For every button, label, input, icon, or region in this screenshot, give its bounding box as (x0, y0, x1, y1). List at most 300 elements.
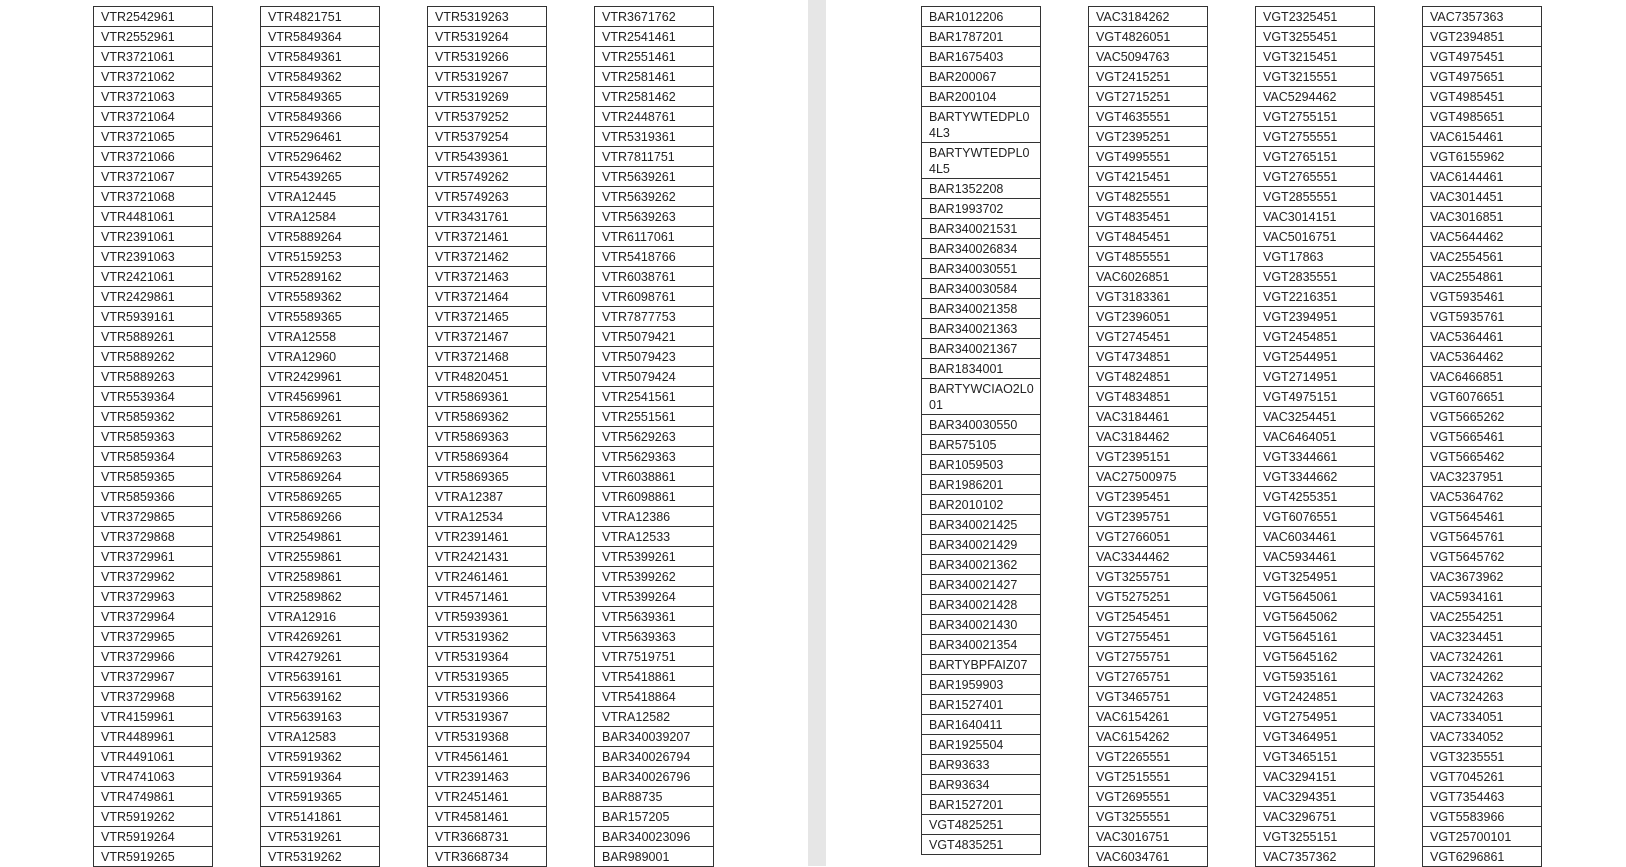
table-cell: VTR5319361 (595, 127, 713, 147)
table-cell: BAR340021428 (922, 595, 1040, 615)
table-cell: VTR4581461 (428, 807, 546, 827)
table-cell: VTR5319264 (428, 27, 546, 47)
table-cell: VTR5629363 (595, 447, 713, 467)
table-cell: VTR3729967 (94, 667, 212, 687)
table-cell: VTR5439265 (261, 167, 379, 187)
table-cell: BAR340021531 (922, 219, 1040, 239)
table-cell: VTR5319267 (428, 67, 546, 87)
table-cell: VTRA12583 (261, 727, 379, 747)
table-column (1422, 6, 1542, 867)
table-cell: VGT2216351 (1256, 287, 1374, 307)
table-cell: VAC7324261 (1423, 647, 1541, 667)
table-cell: VGT2745451 (1089, 327, 1207, 347)
table-cell: VTR5859363 (94, 427, 212, 447)
table-cell: VTR5296462 (261, 147, 379, 167)
table-cell: VAC3014451 (1423, 187, 1541, 207)
table-cell: BARTYWCIAO2L001 (922, 379, 1040, 415)
table-column (427, 6, 547, 867)
table-cell: VAC5364461 (1423, 327, 1541, 347)
table-cell: VGT2835551 (1256, 267, 1374, 287)
table-cell: VTR5869261 (261, 407, 379, 427)
table-cell: VTR2461461 (428, 567, 546, 587)
table-cell: VGT2395451 (1089, 487, 1207, 507)
table-cell: VAC5934461 (1256, 547, 1374, 567)
table-cell: VTR5889263 (94, 367, 212, 387)
table-cell: VAC3184262 (1089, 7, 1207, 27)
table-cell: VTR5639161 (261, 667, 379, 687)
table-cell: BAR1640411 (922, 715, 1040, 735)
table-cell: VGT4734851 (1089, 347, 1207, 367)
table-cell: BAR1675403 (922, 47, 1040, 67)
table-cell: VGT2454851 (1256, 327, 1374, 347)
table-cell: BAR1993702 (922, 199, 1040, 219)
table-cell: VTR5319262 (261, 847, 379, 867)
table-cell: BAR1834001 (922, 359, 1040, 379)
table-cell: BARTYWTEDPL04L5 (922, 143, 1040, 179)
table-cell: VTR5919265 (94, 847, 212, 867)
table-cell: VGT4845451 (1089, 227, 1207, 247)
table-cell: VTR3721462 (428, 247, 546, 267)
table-cell: VTR2421061 (94, 267, 212, 287)
table-cell: VTR5919362 (261, 747, 379, 767)
table-cell: VGT3255151 (1256, 827, 1374, 847)
table-cell: VTR4561461 (428, 747, 546, 767)
table-cell: VAC6154261 (1089, 707, 1207, 727)
table-cell: VGT5275251 (1089, 587, 1207, 607)
table-cell: VGT5645161 (1256, 627, 1374, 647)
table-cell: VTR3729968 (94, 687, 212, 707)
table-cell: VGT2766051 (1089, 527, 1207, 547)
table-cell: VTR5319367 (428, 707, 546, 727)
table-cell: BAR200067 (922, 67, 1040, 87)
table-column (921, 6, 1041, 855)
table-cell: VGT2415251 (1089, 67, 1207, 87)
table-cell: VTR4269261 (261, 627, 379, 647)
table-cell: VGT4985651 (1423, 107, 1541, 127)
table-cell: VAC7324262 (1423, 667, 1541, 687)
table-cell: VTR4571461 (428, 587, 546, 607)
table-cell: VTR2391063 (94, 247, 212, 267)
table-cell: BAR340026834 (922, 239, 1040, 259)
table-cell: VAC5644462 (1423, 227, 1541, 247)
table-cell: VGT2265551 (1089, 747, 1207, 767)
table-cell: BAR340021362 (922, 555, 1040, 575)
table-cell: VTR5319263 (428, 7, 546, 27)
table-cell: VTR3729962 (94, 567, 212, 587)
table-cell: VTR2552961 (94, 27, 212, 47)
table-cell: VAC3016751 (1089, 827, 1207, 847)
table-cell: VGT2765151 (1256, 147, 1374, 167)
table-cell: VAC3673962 (1423, 567, 1541, 587)
table-cell: BAR340026796 (595, 767, 713, 787)
table-cell: VTR4569961 (261, 387, 379, 407)
table-cell: VAC2554251 (1423, 607, 1541, 627)
table-cell: VGT2545451 (1089, 607, 1207, 627)
table-cell: BAR340023096 (595, 827, 713, 847)
table-cell: VTR3721061 (94, 47, 212, 67)
table-cell: VGT3235551 (1423, 747, 1541, 767)
table-cell: VTR2542961 (94, 7, 212, 27)
table-cell: VGT5935461 (1423, 287, 1541, 307)
table-cell: VTR5639363 (595, 627, 713, 647)
table-cell: VTR5849361 (261, 47, 379, 67)
table-cell: VTRA12584 (261, 207, 379, 227)
table-cell: VAC5294462 (1256, 87, 1374, 107)
table-cell: BAR1787201 (922, 27, 1040, 47)
table-cell: VAC5364762 (1423, 487, 1541, 507)
table-cell: VTR5439361 (428, 147, 546, 167)
table-cell: VTR5589362 (261, 287, 379, 307)
table-cell: VTRA12445 (261, 187, 379, 207)
table-cell: BAR340026794 (595, 747, 713, 767)
table-cell: VGT5935161 (1256, 667, 1374, 687)
table-cell: VAC3296751 (1256, 807, 1374, 827)
table-cell: VGT5665461 (1423, 427, 1541, 447)
table-cell: VAC3184462 (1089, 427, 1207, 447)
table-cell: VTR5859365 (94, 467, 212, 487)
table-cell: VGT4255351 (1256, 487, 1374, 507)
table-cell: VGT3183361 (1089, 287, 1207, 307)
table-cell: VTR5939361 (428, 607, 546, 627)
table-cell: BAR340021358 (922, 299, 1040, 319)
table-cell: VTR5889262 (94, 347, 212, 367)
table-cell: BAR340021367 (922, 339, 1040, 359)
table-cell: VTR5319266 (428, 47, 546, 67)
table-cell: VGT4826051 (1089, 27, 1207, 47)
table-cell: BAR88735 (595, 787, 713, 807)
table-cell: VGT3465151 (1256, 747, 1374, 767)
table-cell: VTR5399264 (595, 587, 713, 607)
table-cell: VTR3668734 (428, 847, 546, 867)
table-cell: VTR4741063 (94, 767, 212, 787)
table-cell: VTR2549861 (261, 527, 379, 547)
table-cell: VTR2429961 (261, 367, 379, 387)
table-cell: VGT2395151 (1089, 447, 1207, 467)
table-cell: VTR3668731 (428, 827, 546, 847)
table-cell: VTRA12558 (261, 327, 379, 347)
table-cell: VGT2765751 (1089, 667, 1207, 687)
table-cell: VTR5079421 (595, 327, 713, 347)
table-cell: VTR5079424 (595, 367, 713, 387)
table-cell: VTR2391061 (94, 227, 212, 247)
table-cell: BAR340039207 (595, 727, 713, 747)
table-cell: VGT2424851 (1256, 687, 1374, 707)
table-cell: VTRA12533 (595, 527, 713, 547)
table-cell: VTR5418766 (595, 247, 713, 267)
table-cell: VGT2715251 (1089, 87, 1207, 107)
table-cell: VAC5016751 (1256, 227, 1374, 247)
table-cell: VAC5094763 (1089, 47, 1207, 67)
table-cell: VAC5934161 (1423, 587, 1541, 607)
table-cell: VGT5665462 (1423, 447, 1541, 467)
table-cell: VTR6038761 (595, 267, 713, 287)
table-cell: VAC3014151 (1256, 207, 1374, 227)
table-cell: VTR5889264 (261, 227, 379, 247)
table-cell: VAC7334051 (1423, 707, 1541, 727)
table-cell: VTR2581462 (595, 87, 713, 107)
table-cell: VTR5869264 (261, 467, 379, 487)
table-cell: VTR3721461 (428, 227, 546, 247)
table-cell: BAR200104 (922, 87, 1040, 107)
table-cell: VGT2755551 (1256, 127, 1374, 147)
table-cell: VGT6076551 (1256, 507, 1374, 527)
table-cell: VTR7811751 (595, 147, 713, 167)
table-cell: BAR1925504 (922, 735, 1040, 755)
table-cell: VTR2589861 (261, 567, 379, 587)
table-cell: VAC2554861 (1423, 267, 1541, 287)
table-cell: VGT4824851 (1089, 367, 1207, 387)
table-cell: VGT3255551 (1089, 807, 1207, 827)
table-cell: BAR157205 (595, 807, 713, 827)
table-cell: VGT4995551 (1089, 147, 1207, 167)
table-cell: VTR3721063 (94, 87, 212, 107)
table-cell: VTR5919264 (94, 827, 212, 847)
table-cell: VGT3215551 (1256, 67, 1374, 87)
table-cell: VTR3721064 (94, 107, 212, 127)
table-cell: VTR2589862 (261, 587, 379, 607)
table-cell: VAC3294351 (1256, 787, 1374, 807)
table-cell: VTR5319269 (428, 87, 546, 107)
table-cell: VTR2421431 (428, 547, 546, 567)
table-cell: VAC6466851 (1423, 367, 1541, 387)
table-cell: VGT2765551 (1256, 167, 1374, 187)
table-cell: VTR5889261 (94, 327, 212, 347)
table-cell: VTR5399262 (595, 567, 713, 587)
table-cell: VTRA12916 (261, 607, 379, 627)
table-column (1255, 6, 1375, 867)
table-cell: VTR3729868 (94, 527, 212, 547)
table-cell: VGT2394951 (1256, 307, 1374, 327)
table-cell: BAR340030551 (922, 259, 1040, 279)
table-cell: VTR2551561 (595, 407, 713, 427)
table-cell: VGT3215451 (1256, 47, 1374, 67)
table-cell: BARTYBPFAIZ07 (922, 655, 1040, 675)
table-cell: VTR3431761 (428, 207, 546, 227)
table-cell: VTR5639361 (595, 607, 713, 627)
table-cell: VTR5869263 (261, 447, 379, 467)
table-cell: VAC2554561 (1423, 247, 1541, 267)
table-cell: VTR3729965 (94, 627, 212, 647)
table-cell: VTR5629263 (595, 427, 713, 447)
table-cell: VTR4491061 (94, 747, 212, 767)
table-cell: VTR5869365 (428, 467, 546, 487)
table-cell: BAR340021425 (922, 515, 1040, 535)
table-cell: VTR5919364 (261, 767, 379, 787)
table-cell: VGT3464951 (1256, 727, 1374, 747)
table-cell: VGT3344662 (1256, 467, 1374, 487)
table-cell: VGT5645061 (1256, 587, 1374, 607)
table-cell: VGT2515551 (1089, 767, 1207, 787)
table-cell: VTR5869364 (428, 447, 546, 467)
table-cell: VTR3721465 (428, 307, 546, 327)
table-cell: BAR340030584 (922, 279, 1040, 299)
table-cell: VTR3729963 (94, 587, 212, 607)
table-cell: VAC7324263 (1423, 687, 1541, 707)
table-cell: VGT2544951 (1256, 347, 1374, 367)
table-cell: VGT5645461 (1423, 507, 1541, 527)
table-cell: VGT2755151 (1256, 107, 1374, 127)
table-cell: VTR2451461 (428, 787, 546, 807)
table-cell: VGT6155962 (1423, 147, 1541, 167)
table-cell: BAR1352208 (922, 179, 1040, 199)
table-cell: VGT5935761 (1423, 307, 1541, 327)
page-gutter (808, 0, 826, 866)
table-cell: VAC7357363 (1423, 7, 1541, 27)
table-cell: VGT4215451 (1089, 167, 1207, 187)
table-cell: VGT7045261 (1423, 767, 1541, 787)
table-cell: VTRA12582 (595, 707, 713, 727)
table-column (260, 6, 380, 867)
table-cell: VGT4635551 (1089, 107, 1207, 127)
table-cell: VGT3255451 (1256, 27, 1374, 47)
table-cell: VTR2551461 (595, 47, 713, 67)
table-cell: VAC27500975 (1089, 467, 1207, 487)
table-cell: VGT7354463 (1423, 787, 1541, 807)
table-cell: VTR2559861 (261, 547, 379, 567)
table-cell: VGT5583966 (1423, 807, 1541, 827)
table-cell: VTR2391461 (428, 527, 546, 547)
table-cell: VTR6117061 (595, 227, 713, 247)
table-cell: VTR3721062 (94, 67, 212, 87)
table-cell: VGT5665262 (1423, 407, 1541, 427)
table-cell: BAR1959903 (922, 675, 1040, 695)
table-cell: VGT4835451 (1089, 207, 1207, 227)
table-cell: VTR5869262 (261, 427, 379, 447)
table-cell: BAR93633 (922, 755, 1040, 775)
table-cell: BAR575105 (922, 435, 1040, 455)
table-cell: VAC6034761 (1089, 847, 1207, 867)
table-cell: VAC3344462 (1089, 547, 1207, 567)
table-cell: VGT2396051 (1089, 307, 1207, 327)
table-cell: VGT4975651 (1423, 67, 1541, 87)
table-cell: VTR5849365 (261, 87, 379, 107)
table-cell: VTR5869361 (428, 387, 546, 407)
table-cell: VTR3729961 (94, 547, 212, 567)
table-cell: VAC3016851 (1423, 207, 1541, 227)
table-cell: VTR4821751 (261, 7, 379, 27)
table-cell: VGT5645762 (1423, 547, 1541, 567)
table-cell: VGT6296861 (1423, 847, 1541, 867)
table-cell: VTR5749262 (428, 167, 546, 187)
table-cell: VTR5639261 (595, 167, 713, 187)
table-cell: BAR340021429 (922, 535, 1040, 555)
table-cell: VGT2394851 (1423, 27, 1541, 47)
table-cell: VGT4834851 (1089, 387, 1207, 407)
table-cell: VGT3254951 (1256, 567, 1374, 587)
table-cell: VTR5319365 (428, 667, 546, 687)
table-cell: VTR5418864 (595, 687, 713, 707)
table-cell: VTR2448761 (595, 107, 713, 127)
table-cell: BAR2010102 (922, 495, 1040, 515)
table-cell: VGT17863 (1256, 247, 1374, 267)
table-cell: BAR340021354 (922, 635, 1040, 655)
table-cell: VTR2391463 (428, 767, 546, 787)
table-cell: VGT2754951 (1256, 707, 1374, 727)
table-cell: BAR1527401 (922, 695, 1040, 715)
table-cell: VTR5296461 (261, 127, 379, 147)
table-cell: VGT2855551 (1256, 187, 1374, 207)
table-cell: VTR5399261 (595, 547, 713, 567)
table-cell: VTR3729865 (94, 507, 212, 527)
table-cell: VTR4749861 (94, 787, 212, 807)
table-cell: VGT4985451 (1423, 87, 1541, 107)
table-cell: VAC6026851 (1089, 267, 1207, 287)
table-cell: VTR5939161 (94, 307, 212, 327)
table-cell: VTR5141861 (261, 807, 379, 827)
table-cell: VAC3184461 (1089, 407, 1207, 427)
table-cell: VTR2541461 (595, 27, 713, 47)
table-cell: VTR2581461 (595, 67, 713, 87)
table-cell: VTR3721066 (94, 147, 212, 167)
table-cell: VTR6098861 (595, 487, 713, 507)
table-cell: VTR5639262 (595, 187, 713, 207)
table-cell: VTR3721463 (428, 267, 546, 287)
table-cell: VTR5589365 (261, 307, 379, 327)
table-cell: VTR3721467 (428, 327, 546, 347)
table-cell: VTR5869362 (428, 407, 546, 427)
table-cell: VTR5749263 (428, 187, 546, 207)
table-cell: VAC3234451 (1423, 627, 1541, 647)
table-cell: VTR3721068 (94, 187, 212, 207)
table-cell: VTR3729964 (94, 607, 212, 627)
table-column (1088, 6, 1208, 867)
table-cell: VGT3465751 (1089, 687, 1207, 707)
table-cell: VGT2755751 (1089, 647, 1207, 667)
table-cell: BAR93634 (922, 775, 1040, 795)
table-cell: VTR5379254 (428, 127, 546, 147)
table-cell: VGT4835251 (922, 835, 1040, 855)
table-cell: VAC6154461 (1423, 127, 1541, 147)
table-cell: BAR340021430 (922, 615, 1040, 635)
table-cell: VTR5859366 (94, 487, 212, 507)
table-cell: VTR5319261 (261, 827, 379, 847)
table-cell: VTR5639163 (261, 707, 379, 727)
table-cell: VGT4825551 (1089, 187, 1207, 207)
table-column (594, 6, 714, 867)
table-cell: VTR5859362 (94, 407, 212, 427)
table-cell: VAC6464051 (1256, 427, 1374, 447)
table-cell: VTR5639162 (261, 687, 379, 707)
table-cell: VAC6154262 (1089, 727, 1207, 747)
table-cell: VTR7877753 (595, 307, 713, 327)
table-cell: VTR5079423 (595, 347, 713, 367)
table-cell: VTR4820451 (428, 367, 546, 387)
table-cell: VGT4975451 (1423, 47, 1541, 67)
table-cell: VGT3344661 (1256, 447, 1374, 467)
table-cell: VTR5319362 (428, 627, 546, 647)
table-cell: VTR4279261 (261, 647, 379, 667)
table-cell: VTR5539364 (94, 387, 212, 407)
table-cell: BAR1986201 (922, 475, 1040, 495)
table-cell: VGT2325451 (1256, 7, 1374, 27)
table-cell: VGT2755451 (1089, 627, 1207, 647)
table-cell: VTR5849364 (261, 27, 379, 47)
table-cell: VTR5319366 (428, 687, 546, 707)
table-cell: VAC7334052 (1423, 727, 1541, 747)
table-cell: VAC6034461 (1256, 527, 1374, 547)
table-cell: VGT4825251 (922, 815, 1040, 835)
table-cell: VGT2695551 (1089, 787, 1207, 807)
table-cell: VTR5859364 (94, 447, 212, 467)
table-cell: VTR3721468 (428, 347, 546, 367)
table-cell: VTR4159961 (94, 707, 212, 727)
table-cell: VGT5645761 (1423, 527, 1541, 547)
table-cell: BAR1059503 (922, 455, 1040, 475)
table-cell: VGT5645162 (1256, 647, 1374, 667)
table-cell: VTRA12960 (261, 347, 379, 367)
table-cell: VTR5869363 (428, 427, 546, 447)
table-cell: VTR6038861 (595, 467, 713, 487)
